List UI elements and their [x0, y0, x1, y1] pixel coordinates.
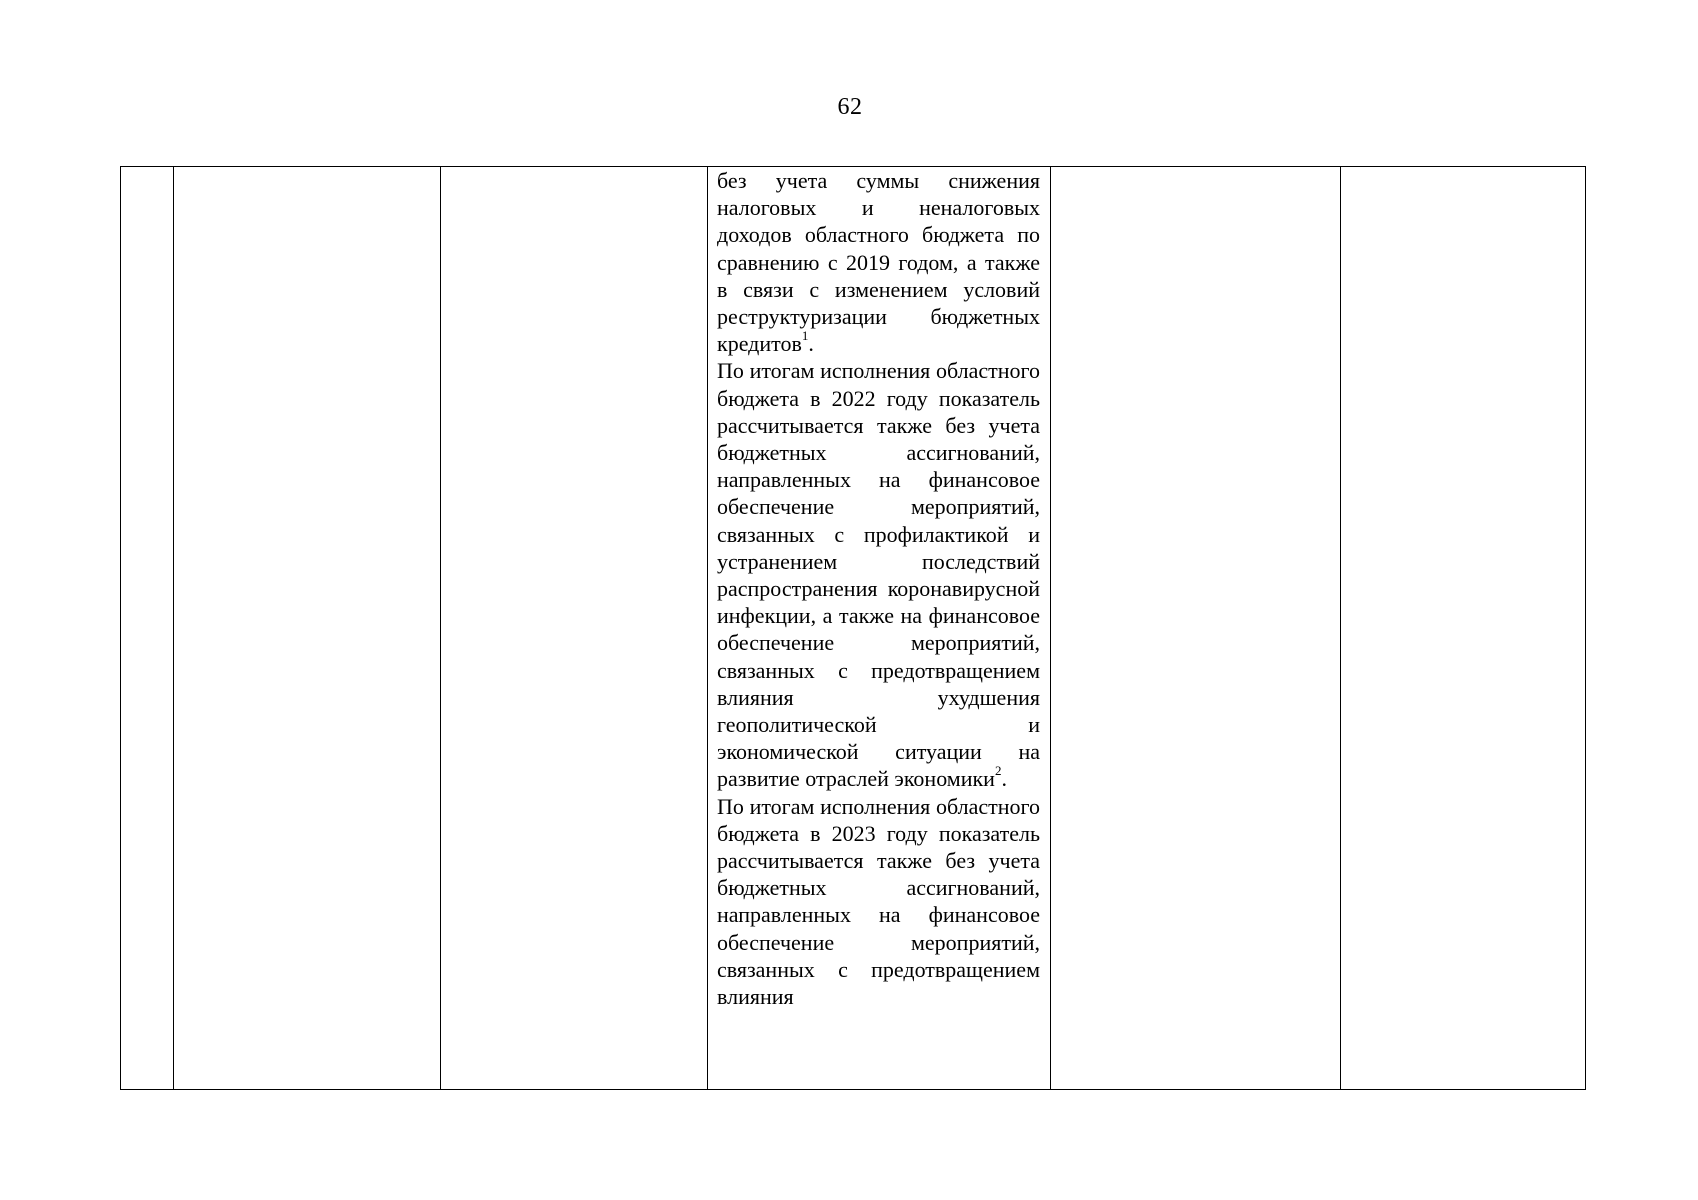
table-cell-col-4 [708, 167, 1051, 1090]
footnote-marker: 1 [801, 328, 809, 344]
table-cell-col-3 [441, 167, 708, 1090]
footnote-marker: 2 [994, 763, 1002, 779]
table-cell-col-1 [121, 167, 174, 1090]
table-cell-col-2 [174, 167, 441, 1090]
page-number: 62 [837, 94, 863, 120]
cell-text-block [708, 167, 1050, 1010]
paragraph-tail: . [808, 331, 814, 357]
paragraph-text: По итогам исполнения областного бюджета в 2023 году показатель рассчитывается также без учета бюджетных ассигнований, направленных на финансовое обеспечение мероприятий, связанных с предотвращением влияния [717, 793, 1040, 1010]
paragraph-2 [717, 357, 1040, 792]
paragraph-tail: . [1001, 766, 1007, 792]
paragraph-1 [717, 167, 1040, 357]
paragraph-text: По итогам исполнения областного бюджета в 2022 году показатель рассчитывается также без учета бюджетных ассигнований, направленных на финансовое обеспечение мероприятий, связанных с профилактикой и устранением последствий распространения коронавирусной инфекции, а также на финансовое обеспечение мероприятий, связанных с предотвращением влияния ухудшения геополитической и экономической ситуации на развитие отраслей экономики [717, 358, 1040, 792]
table-cell-col-5 [1051, 167, 1341, 1090]
paragraph-text: без учета суммы снижения налоговых и неналоговых доходов областного бюджета по сравнению с 2019 годом, а также в связи с изменением условий реструктуризации бюджетных кредитов [717, 168, 1040, 357]
table-row [121, 167, 1586, 1090]
paragraph-3 [717, 793, 1040, 1011]
document-table [120, 166, 1586, 1090]
table-cell-col-6 [1341, 167, 1586, 1090]
